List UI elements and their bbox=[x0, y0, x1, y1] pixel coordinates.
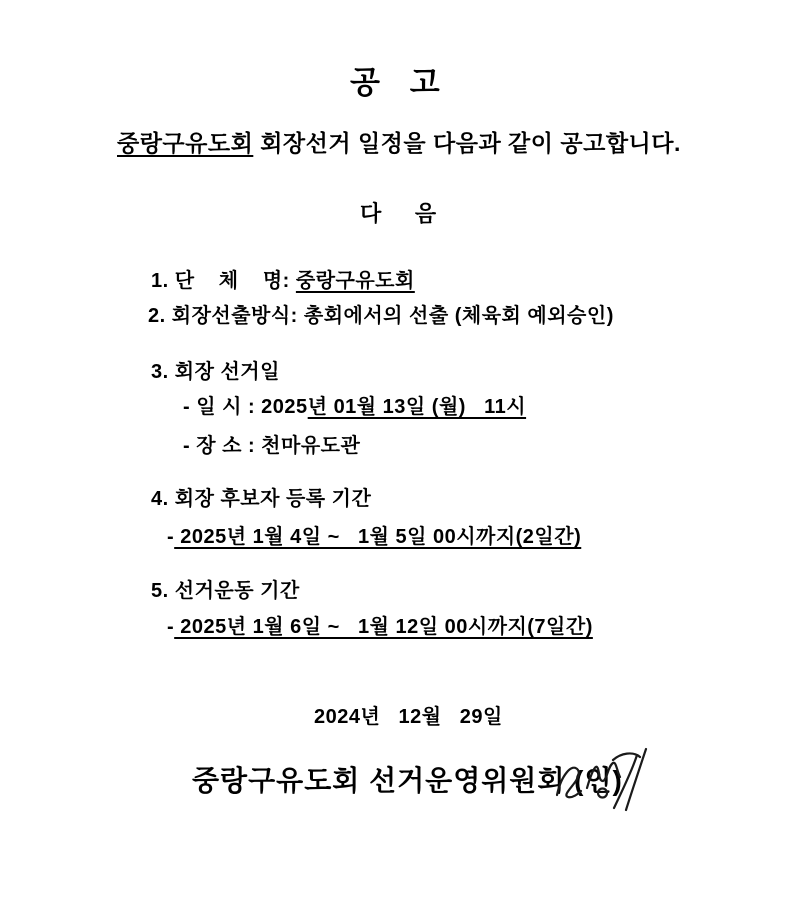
intro-sentence bbox=[117, 131, 681, 156]
item-5-period-dash: - bbox=[167, 616, 175, 638]
item-2-number: 2. bbox=[148, 305, 172, 327]
item-3-place: - 장 소 : 천마유도관 bbox=[183, 435, 361, 457]
list-item-4 bbox=[151, 488, 371, 510]
item-4-label: 회장 후보자 등록 기간 bbox=[174, 488, 372, 510]
item-3-number: 3. bbox=[151, 361, 175, 383]
divider-daeum: 다 음 bbox=[360, 201, 437, 226]
item-4-period-value: 2025년 1월 4일 ~ 1월 5일 00시까지(2일간) bbox=[174, 526, 582, 548]
item-4-period bbox=[167, 526, 581, 548]
intro-org-name: 중랑구유도회 bbox=[117, 130, 254, 156]
list-item-3 bbox=[151, 361, 280, 383]
item-1-number: 1. bbox=[151, 270, 175, 292]
signature-icon bbox=[543, 743, 655, 845]
item-1-org-name: 중랑구유도회 bbox=[295, 270, 415, 292]
item-3-datetime bbox=[183, 396, 526, 418]
item-1-label: 단 체 명: bbox=[174, 270, 296, 292]
list-item-2 bbox=[148, 305, 614, 327]
item-5-period-value: 2025년 1월 6일 ~ 1월 12일 00시까지(7일간) bbox=[174, 616, 593, 638]
item-5-period bbox=[167, 616, 593, 638]
item-3-datetime-value: 년 01월 13일 (월) 11시 bbox=[307, 396, 527, 418]
list-item-1 bbox=[151, 270, 415, 292]
item-2-label: 회장선출방식: 총회에서의 선출 (체육회 예외승인) bbox=[171, 305, 614, 327]
intro-rest: 회장선거 일정을 다음과 같이 공고합니다. bbox=[253, 130, 681, 156]
item-5-label: 선거운동 기간 bbox=[174, 580, 300, 602]
page-title: 공 고 bbox=[350, 65, 441, 100]
item-5-number: 5. bbox=[151, 580, 175, 602]
announcement-date: 2024년 12월 29일 bbox=[314, 706, 503, 728]
list-item-5 bbox=[151, 580, 300, 602]
item-3-datetime-prefix: - 일 시 : 2025 bbox=[183, 396, 308, 418]
item-3-label: 회장 선거일 bbox=[174, 361, 280, 383]
item-4-period-dash: - bbox=[167, 526, 175, 548]
issuing-committee: 중랑구유도회 선거운영위원회 (인) bbox=[192, 765, 623, 796]
item-4-number: 4. bbox=[151, 488, 175, 510]
